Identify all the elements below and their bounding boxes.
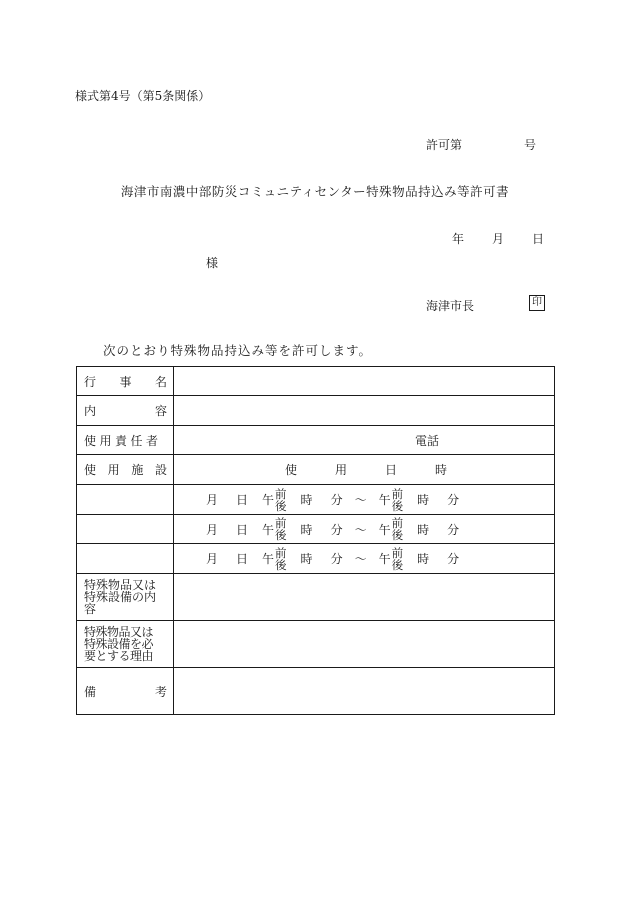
row-remarks	[77, 668, 555, 715]
field-event-name[interactable]	[174, 367, 555, 396]
permit-form-table	[76, 366, 555, 715]
permit-label: 許可第	[426, 138, 463, 152]
field-time-1[interactable]: 月 日 午 前 後 時 分 ～ 午 前 後 時 分	[174, 485, 555, 515]
field-remarks[interactable]	[174, 668, 555, 715]
row-time-1	[77, 485, 555, 515]
row-contents	[77, 396, 555, 426]
field-facility-2[interactable]	[77, 515, 174, 544]
intro-text: 次のとおり特殊物品持込み等を許可します。	[103, 343, 373, 358]
field-contents[interactable]	[174, 396, 555, 426]
field-time-2[interactable]: 月 日 午 前 後 時 分 ～ 午 前 後 時 分	[174, 515, 555, 544]
issue-date	[452, 230, 544, 247]
field-reason[interactable]	[174, 621, 555, 668]
permit-suffix: 号	[524, 138, 537, 152]
label-reason: 特殊物品又は特殊設備を必要とする理由	[77, 621, 174, 668]
date-month: 月	[492, 232, 505, 246]
field-time-3[interactable]: 月 日 午 前 後 時 分 ～ 午 前 後 時 分	[174, 544, 555, 574]
field-items[interactable]	[174, 574, 555, 621]
permit-number	[426, 136, 536, 153]
row-responsible	[77, 426, 555, 455]
label-responsible: 使 用 責 任 者	[77, 426, 174, 455]
row-time-2	[77, 515, 555, 544]
form-number: 様式第4号（第5条関係）	[75, 89, 211, 103]
row-event-name	[77, 367, 555, 396]
seal-mark: 印	[529, 295, 545, 311]
label-items: 特殊物品又は特殊設備の内容	[77, 574, 174, 621]
date-day: 日	[532, 232, 545, 246]
document-title: 海津市南濃中部防災コミュニティセンター特殊物品持込み等許可書	[120, 184, 510, 199]
field-datetime-header: 使 用 日 時	[174, 455, 555, 485]
field-responsible[interactable]	[174, 426, 555, 455]
phone-label: 電話	[415, 433, 440, 448]
date-year: 年	[452, 232, 465, 246]
issuer-label: 海津市長	[426, 299, 475, 313]
label-facility: 使 用 施 設	[77, 455, 174, 485]
field-facility-3[interactable]	[77, 544, 174, 574]
row-facility	[77, 455, 555, 485]
label-event-name: 行 事 名	[77, 367, 174, 396]
addressee-honorific: 様	[206, 256, 219, 270]
label-contents: 内 容	[77, 396, 174, 426]
label-remarks: 備 考	[77, 668, 174, 715]
row-reason	[77, 621, 555, 668]
row-time-3	[77, 544, 555, 574]
row-items	[77, 574, 555, 621]
field-facility-1[interactable]	[77, 485, 174, 515]
